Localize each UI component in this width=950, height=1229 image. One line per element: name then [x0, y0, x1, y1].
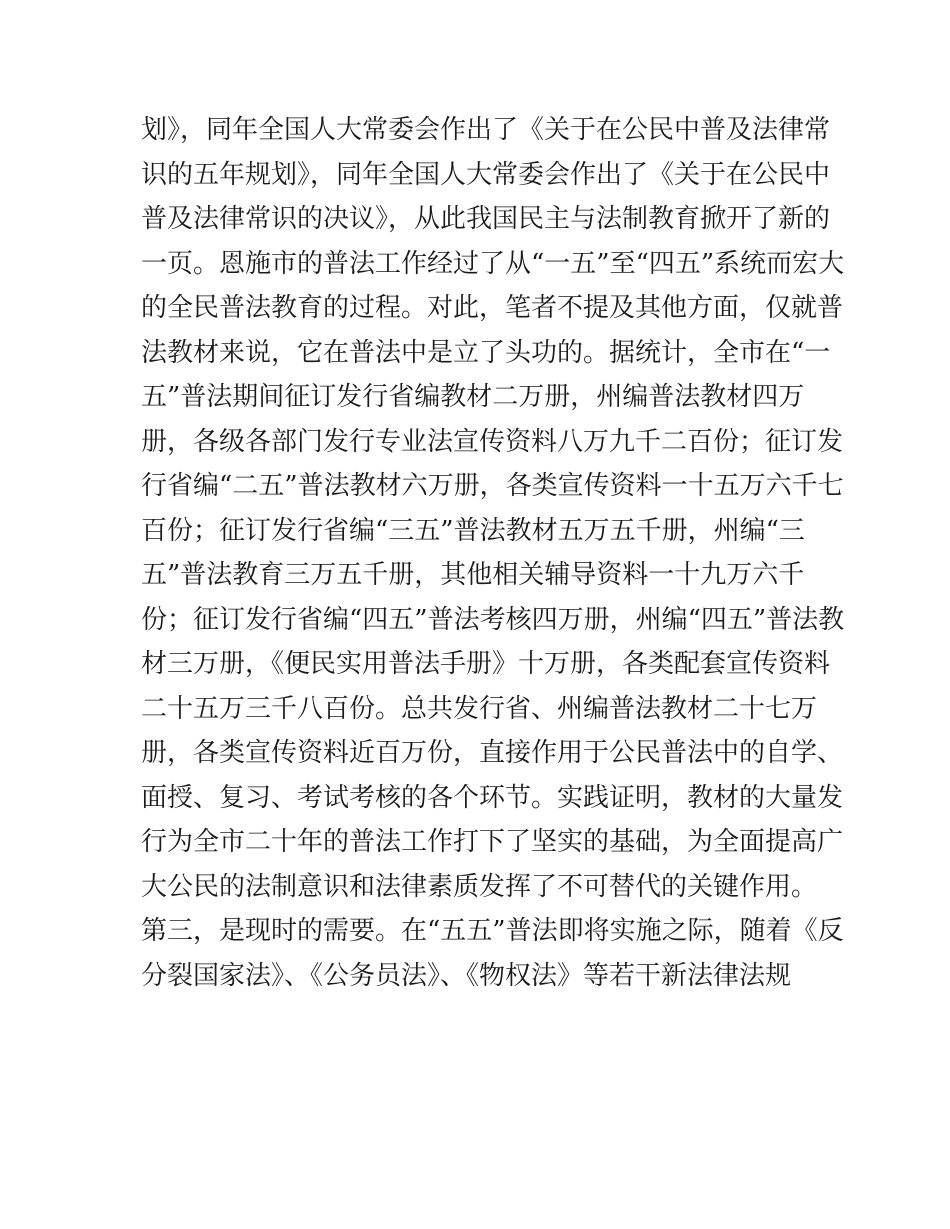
text-line: 册，各类宣传资料近百万份，直接作用于公民普法中的自学、 [141, 738, 844, 768]
text-line: 行为全市二十年的普法工作打下了坚实的基础，为全面提高广 [141, 827, 844, 857]
text-line: 材三万册，《便民实用普法手册》十万册，各类配套宣传资料 [141, 649, 831, 679]
text-line: 法教材来说，它在普法中是立了头功的。据统计，全市在“一 [141, 337, 831, 368]
text-line: 册，各级各部门发行专业法宣传资料八万九千二百份；征订发 [141, 426, 844, 457]
text-line: 第三，是现时的需要。在“五五”普法即将实施之际，随着《反 [141, 916, 844, 946]
text-line: 二十五万三千八百份。总共发行省、州编普法教材二十七万 [141, 693, 818, 724]
text-line: 大公民的法制意识和法律素质发挥了不可替代的关键作用。 [141, 871, 818, 902]
text-line: 行省编“二五”普法教材六万册，各类宣传资料一十五万六千七 [141, 471, 844, 501]
body-text [141, 108, 845, 998]
text-line: 面授、复习、考试考核的各个环节。实践证明，教材的大量发 [141, 782, 844, 813]
text-line: 划》，同年全国人大常委会作出了《关于在公民中普及法律常 [141, 115, 831, 145]
text-line: 一页。恩施市的普法工作经过了从“一五”至“四五”系统而宏大 [141, 248, 845, 279]
text-line: 五”普法教育三万五千册，其他相关辅导资料一十九万六千 [141, 560, 805, 590]
text-line: 份；征订发行省编“四五”普法考核四万册，州编“四五”普法教 [141, 604, 845, 635]
text-line: 普及法律常识的决议》，从此我国民主与法制教育掀开了新的 [141, 204, 831, 234]
text-line: 识的五年规划》，同年全国人大常委会作出了《关于在公民中 [141, 159, 831, 190]
text-line: 的全民普法教育的过程。对此，笔者不提及其他方面，仅就普 [141, 293, 844, 323]
text-line: 分裂国家法》、《公务员法》、《物权法》等若干新法律法规 [141, 960, 792, 991]
text-line: 百份；征订发行省编“三五”普法教材五万五千册，州编“三 [141, 515, 805, 546]
text-line: 五”普法期间征订发行省编教材二万册，州编普法教材四万 [141, 382, 805, 412]
